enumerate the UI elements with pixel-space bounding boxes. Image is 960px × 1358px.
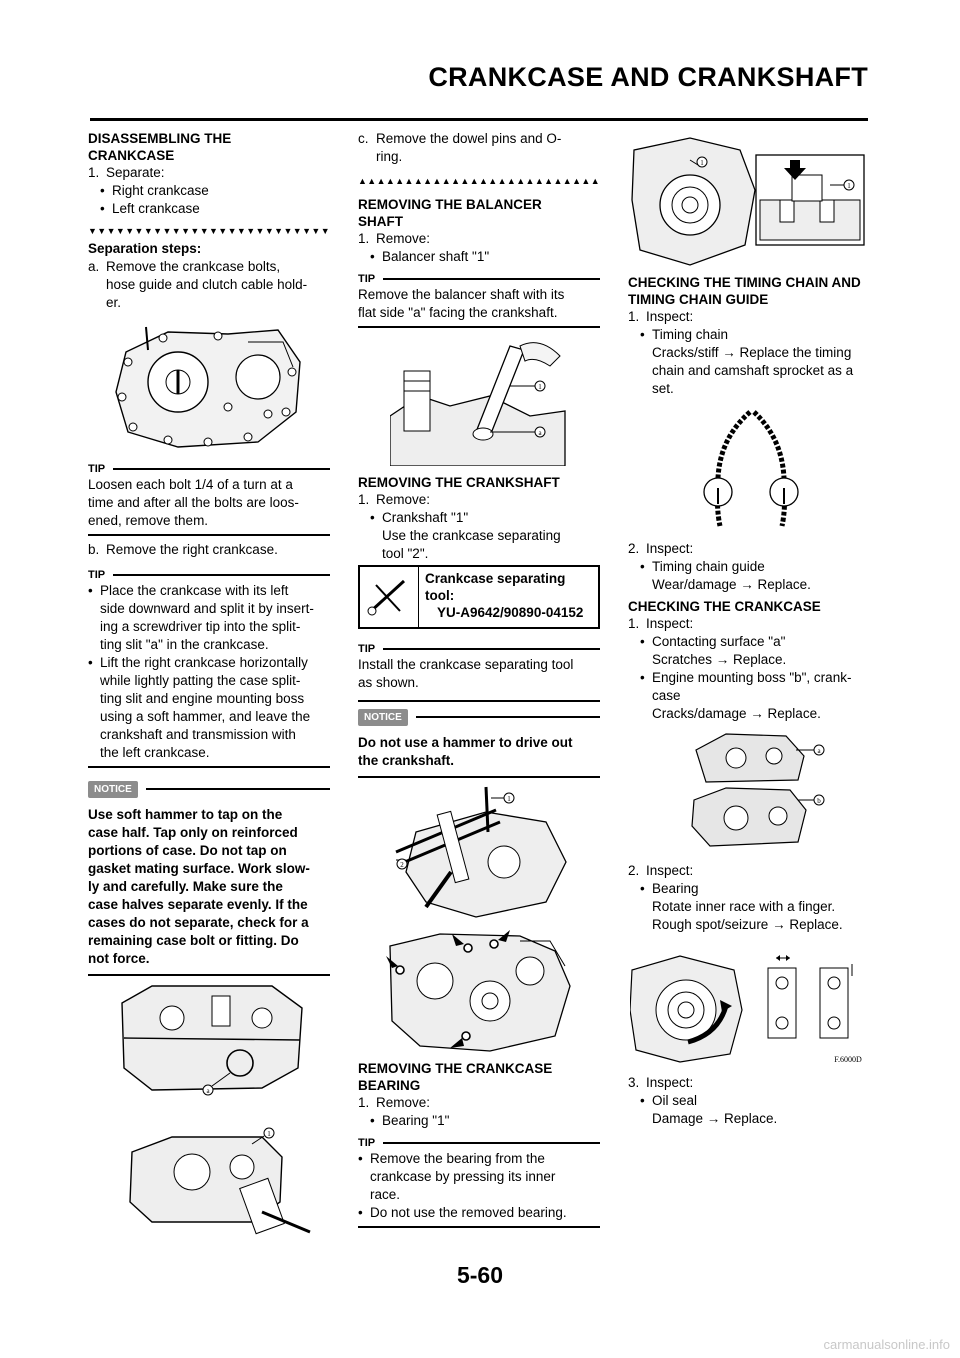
timing-guide-section: 2. Inspect: • Timing chain guide Wear/damage → Replace. CHECKING THE CRANKCASE 1. Inspect: • Contacting surface "a" Scratches → Replace. • Engine mounting boss "b", crank- case Cracks/damage → Replace. xyxy=(628,540,870,723)
bullet-timing-chain: Timing chain xyxy=(652,327,729,342)
bullet-oil-seal: Oil seal xyxy=(652,1093,698,1108)
section-heading-crankcase-check: CHECKING THE CRANKCASE xyxy=(628,599,821,614)
tip2-b2-line4: using a soft hammer, and leave the xyxy=(100,709,311,724)
timing-chain-section: CHECKING THE TIMING CHAIN AND TIMING CHAIN GUIDE 1. Inspect: • Timing chain Cracks/stiff → Replace the timing chain and camshaft sprocket as a set. xyxy=(628,274,870,398)
tool-name: Crankcase separating xyxy=(425,571,566,586)
timing-chain-line4: set. xyxy=(652,381,674,396)
figure-crankcase-separating-tool xyxy=(376,782,576,922)
tip-box-2: TIP • Place the crankcase with its left side downward and split it by insert- ing a screwdriver tip into the split- ting slit "a" in the crankcase. • Lift the right crankcase horizontally while lightly patting the case split- ting slit and engine mounting boss using a soft hammer, and leave the crankshaft and transmission with the left crankcase. xyxy=(88,568,330,768)
step-b: b. Remove the right crankcase. xyxy=(88,542,278,557)
title-rule xyxy=(90,118,868,121)
column-1 xyxy=(88,130,330,312)
step-a-line2: hose guide and clutch cable hold- xyxy=(106,277,308,292)
step-c-line2: ring. xyxy=(376,149,403,164)
tip-box-1 xyxy=(88,462,330,536)
bear-tip-bullet2: Do not use the removed bearing. xyxy=(370,1205,567,1220)
bearing-check-line3: Rough spot/seizure → Replace. xyxy=(652,917,843,932)
notice1-line2: case half. Tap only on reinforced xyxy=(88,825,298,840)
figure-crankcase-hammer xyxy=(112,1122,312,1237)
watermark: carmanualsonline.info xyxy=(823,1337,950,1352)
tip-label: TIP xyxy=(358,643,376,655)
figure-crankcase-halves xyxy=(686,730,836,850)
notice2-line1: Do not use a hammer to drive out xyxy=(358,735,573,750)
callout-1: 1 xyxy=(700,159,704,167)
section-heading-disassembling: DISASSEMBLING THE CRANKCASE xyxy=(88,131,232,163)
notice2-line2: the crankshaft. xyxy=(358,753,455,768)
oil-seal-section: 3. Inspect: • Oil seal Damage → Replace. xyxy=(628,1074,870,1128)
bearing-section: REMOVING THE CRANKCASE BEARING 1. Remove: • Bearing "1" xyxy=(358,1060,600,1130)
notice-badge: NOTICE xyxy=(88,781,138,798)
callout-1: 1 xyxy=(507,795,511,803)
separating-tool-icon xyxy=(360,567,419,627)
timing-guide-line2: Wear/damage → Replace. xyxy=(652,577,811,592)
crank-tip-line2: as shown. xyxy=(358,675,419,690)
timing-chain-line3: chain and camshaft sprocket as a xyxy=(652,363,854,378)
notice1-line1: Use soft hammer to tap on the xyxy=(88,807,283,822)
special-tool-box xyxy=(358,565,600,629)
page-number: 5-60 xyxy=(456,1262,504,1288)
bullet-bearing: Bearing "1" xyxy=(382,1113,450,1128)
bullet-balancer-shaft: • Balancer shaft "1" xyxy=(370,249,490,264)
bullet-contacting-surface: Contacting surface "a" xyxy=(652,634,786,649)
figure-code: F.6000D xyxy=(834,1055,862,1064)
notice-box-2 xyxy=(358,706,600,778)
crank-tip-line1: Install the crankcase separating tool xyxy=(358,657,574,672)
callout-a: a xyxy=(817,747,821,755)
tip2-b2-line3: ting slit and engine mounting boss xyxy=(100,691,305,706)
step-a-line3: er. xyxy=(106,295,122,310)
page-title: CRANKCASE AND CRANKSHAFT xyxy=(428,62,868,92)
bal-step-1: 1. Remove: xyxy=(358,231,431,246)
crankshaft-section: REMOVING THE CRANKSHAFT 1. Remove: • Crankshaft "1" Use the crankcase separating tool "2". xyxy=(358,474,600,563)
notice1-line7: cases do not separate, check for a xyxy=(88,915,309,930)
figure-balancer-shaft xyxy=(390,336,570,466)
notice1-line9: not force. xyxy=(88,951,150,966)
timing-chain-line2: Cracks/stiff → Replace the timing xyxy=(652,345,852,360)
notice-box-1 xyxy=(88,778,330,976)
tip1-line3: ened, remove them. xyxy=(88,513,209,528)
notice1-line3: portions of case. Do not tap on xyxy=(88,843,287,858)
bullet-mounting-boss: Engine mounting boss "b", crank- xyxy=(652,670,852,685)
tip1-line2: time and after all the bolts are loos- xyxy=(88,495,299,510)
callout-b: b xyxy=(817,797,821,805)
bal-tip-line2: flat side "a" facing the crankshaft. xyxy=(358,305,558,320)
section-heading-balancer: REMOVING THE BALANCER SHAFT xyxy=(358,197,542,229)
tip2-b2-line5: crankshaft and transmission with xyxy=(100,727,296,742)
notice1-line5: ly and carefully. Make sure the xyxy=(88,879,283,894)
bullet-right-crankcase: • Right crankcase xyxy=(100,183,209,198)
callout-1: 1 xyxy=(847,182,851,190)
tip2-b1-line3: ing a screwdriver tip into the split- xyxy=(100,619,301,634)
step-1: 1. Separate: xyxy=(88,165,165,180)
tip2-b2-line2: while lightly patting the case split- xyxy=(100,673,301,688)
callout-a: a xyxy=(206,1087,210,1095)
tool-part-number: YU-A9642/90890-04152 xyxy=(437,605,584,620)
tip-box-crankshaft xyxy=(358,642,600,702)
mounting-boss-line2: case xyxy=(652,688,681,703)
bullet-timing-guide: Timing chain guide xyxy=(652,559,765,574)
tip2-b1-line4: ting slit "a" in the crankcase. xyxy=(100,637,269,652)
notice1-line6: case halves separate evenly. If the xyxy=(88,897,308,912)
callout-1: 1 xyxy=(538,383,542,391)
separation-steps-title: Separation steps: xyxy=(88,241,202,256)
section-heading-bearing: REMOVING THE CRANKCASE BEARING xyxy=(358,1061,553,1093)
tip-label: TIP xyxy=(358,1137,376,1149)
mounting-boss-line3: Cracks/damage → Replace. xyxy=(652,706,821,721)
bullet-left-crankcase: • Left crankcase xyxy=(100,201,200,216)
tip2-b2-line6: the left crankcase. xyxy=(100,745,210,760)
column-2 xyxy=(358,130,600,266)
tip2-bullet1: Place the crankcase with its left xyxy=(100,583,289,598)
tip1-line1: Loosen each bolt 1/4 of a turn at a xyxy=(88,477,293,492)
bear-tip-b1-line2: crankcase by pressing its inner xyxy=(370,1169,556,1184)
triangle-divider-down: ▼▼▼▼▼▼▼▼▼▼▼▼▼▼▼▼▼▼▼▼▼▼▼▼▼▼ xyxy=(88,226,330,236)
bear-tip-bullet1: Remove the bearing from the xyxy=(370,1151,545,1166)
triangle-divider-up: ▲▲▲▲▲▲▲▲▲▲▲▲▲▲▲▲▲▲▲▲▲▲▲▲▲▲ xyxy=(358,176,600,186)
contacting-surface-line2: Scratches → Replace. xyxy=(652,652,787,667)
callout-a: a xyxy=(538,429,542,437)
notice-badge: NOTICE xyxy=(358,709,408,726)
section-heading-crankshaft: REMOVING THE CRANKSHAFT xyxy=(358,475,560,490)
tip-label: TIP xyxy=(88,569,106,581)
crankshaft-line3: tool "2". xyxy=(382,546,429,561)
callout-1: 1 xyxy=(267,1130,271,1138)
figure-crankcase-bearings xyxy=(380,926,580,1054)
tip-box-balancer xyxy=(358,272,600,328)
bear-tip-b1-line3: race. xyxy=(370,1187,401,1202)
bearing-check-line2: Rotate inner race with a finger. xyxy=(652,899,836,914)
tool-label: tool: xyxy=(425,588,455,603)
bearing-check-section: 2. Inspect: • Bearing Rotate inner race with a finger. Rough spot/seizure → Replace. xyxy=(628,862,870,934)
step-a: a. Remove the crankcase bolts, xyxy=(88,259,281,274)
tip-box-bearing: TIP • Remove the bearing from the crankcase by pressing its inner race. • Do not use the removed bearing. xyxy=(358,1136,600,1228)
oil-seal-line2: Damage → Replace. xyxy=(652,1111,778,1126)
section-heading-timing-chain: CHECKING THE TIMING CHAIN AND TIMING CHAIN GUIDE xyxy=(628,275,861,307)
figure-bearing-press xyxy=(630,130,866,268)
tip2-b1-line2: side downward and split it by insert- xyxy=(100,601,314,616)
bullet-bearing-check: Bearing xyxy=(652,881,699,896)
bal-tip-line1: Remove the balancer shaft with its xyxy=(358,287,565,302)
figure-bearing-rotation xyxy=(630,950,866,1068)
tip-label: TIP xyxy=(358,273,376,285)
figure-crankcase-bolts xyxy=(108,322,308,452)
callout-2: 2 xyxy=(400,861,404,869)
figure-split-crankcase xyxy=(112,978,312,1098)
notice1-line8: remaining case bolt or fitting. Do xyxy=(88,933,299,948)
bullet-crankshaft: Crankshaft "1" xyxy=(382,510,469,525)
crankshaft-line2: Use the crankcase separating xyxy=(382,528,561,543)
figure-timing-chain xyxy=(690,408,814,530)
step-c: c. Remove the dowel pins and O- xyxy=(358,131,562,146)
tip-label: TIP xyxy=(88,463,106,475)
tip2-bullet2: Lift the right crankcase horizontally xyxy=(100,655,308,670)
notice1-line4: gasket mating surface. Work slow- xyxy=(88,861,310,876)
